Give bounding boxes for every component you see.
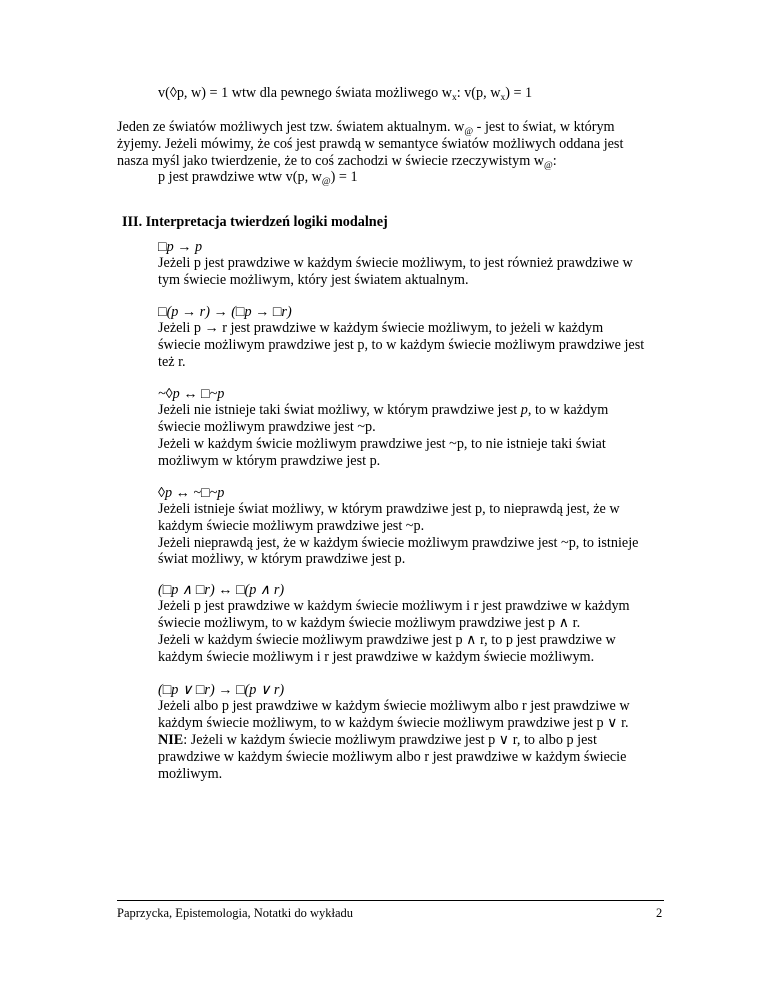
actual-world-line-3: nasza myśl jako twierdzenie, że to coś zachodzi w świecie rzeczywistym $w_@$: bbox=[117, 153, 557, 171]
theorem-explanation-line: Jeżeli istnieje świat możliwy, w którym prawdziwe jest p, to nieprawdą jest, że w bbox=[158, 501, 620, 517]
theorem-explanation-line: każdym świecie możliwym, to w każdym świecie możliwym prawdziwe jest p ∨ r. bbox=[158, 715, 629, 731]
theorem-explanation-line: Jeżeli w każdym świcie możliwym prawdziwe jest ~p, to nie istnieje taki świat bbox=[158, 436, 606, 452]
theorem-explanation-line: świat możliwy, w którym prawdziwe jest p. bbox=[158, 551, 406, 567]
theorem-explanation-line: możliwym w którym prawdziwe jest p. bbox=[158, 453, 381, 469]
theorem-explanation-line: Jeżeli p → r jest prawdziwe w każdym świecie możliwym, to jeżeli w każdym bbox=[158, 320, 604, 336]
theorem-formula: ~◊p ↔ □~p bbox=[158, 386, 225, 402]
theorem-formula: □p → p bbox=[158, 239, 203, 255]
section-heading: III. Interpretacja twierdzeń logiki modalnej bbox=[122, 214, 388, 230]
theorem-explanation-line: Jeżeli albo p jest prawdziwe w każdym świecie możliwym albo r jest prawdziwe w bbox=[158, 698, 630, 714]
actual-world-line-1: Jeden ze światów możliwych jest tzw. światem aktualnym. $w_@$ - jest to świat, w którym bbox=[117, 119, 615, 137]
theorem-explanation-line: Jeżeli p jest prawdziwe w każdym świecie możliwym, to jest również prawdziwe w bbox=[158, 255, 633, 271]
footer-divider bbox=[117, 900, 664, 901]
actual-world-truth-condition: p jest prawdziwe wtw v(p, $w_@) = 1$ bbox=[158, 169, 358, 187]
theorem-explanation-line: świecie możliwym prawdziwe jest ~p. bbox=[158, 419, 376, 435]
footer-text: Paprzycka, Epistemologia, Notatki do wykładu bbox=[117, 906, 354, 920]
actual-world-line-2: żyjemy. Jeżeli mówimy, że coś jest prawdą w semantyce światów możliwych oddana jest bbox=[117, 136, 624, 152]
theorem-explanation-line: każdym świecie możliwym prawdziwe jest ~p. bbox=[158, 518, 425, 534]
theorem-formula: (□p ∨ □r) → □(p ∨ r) bbox=[158, 682, 285, 698]
theorem-explanation-line: Jeżeli w każdym świecie możliwym prawdziwe jest p ∧ r, to p jest prawdziwe w bbox=[158, 632, 616, 648]
theorem-explanation-line: tym świecie możliwym, który jest światem aktualnym. bbox=[158, 272, 469, 288]
theorem-explanation-line: świecie możliwym, to w każdym świecie możliwym prawdziwe jest p ∧ r. bbox=[158, 615, 581, 631]
semantic-formula-diamond: v(◊p, w) = 1 wtw dla pewnego świata możliwego $w_x$: v(p, $w_x) = 1$ bbox=[158, 85, 533, 103]
theorem-formula: ◊p ↔ ~□~p bbox=[158, 485, 225, 501]
nie-label: NIE bbox=[158, 732, 184, 748]
theorem-explanation-line: też r. bbox=[158, 354, 186, 370]
theorem-counterexample-line: możliwym. bbox=[158, 766, 223, 782]
theorem-explanation-line: Jeżeli nie istnieje taki świat możliwy, w którym prawdziwe jest p, to w każdym bbox=[158, 402, 609, 418]
theorem-explanation-line: Jeżeli p jest prawdziwe w każdym świecie możliwym i r jest prawdziwe w każdym bbox=[158, 598, 630, 614]
page-number: 2 bbox=[656, 906, 663, 920]
theorem-explanation-line: każdym świecie możliwym i r jest prawdziwe w każdym świecie możliwym. bbox=[158, 649, 595, 665]
theorem-explanation-line: świecie możliwym prawdziwe jest p, to w każdym świecie możliwym prawdziwe jest bbox=[158, 337, 645, 353]
theorem-counterexample-line: prawdziwe w każdym świecie możliwym albo r jest prawdziwe w każdym świecie bbox=[158, 749, 627, 765]
theorem-explanation-line: Jeżeli nieprawdą jest, że w każdym świecie możliwym prawdziwe jest ~p, to istnieje bbox=[158, 535, 639, 551]
theorem-formula: □(p → r) → (□p → □r) bbox=[158, 304, 292, 320]
theorem-formula: (□p ∧ □r) ↔ □(p ∧ r) bbox=[158, 582, 285, 598]
theorem-counterexample-line: NIE: Jeżeli w każdym świecie możliwym prawdziwe jest p ∨ r, to albo p jest bbox=[158, 732, 597, 748]
